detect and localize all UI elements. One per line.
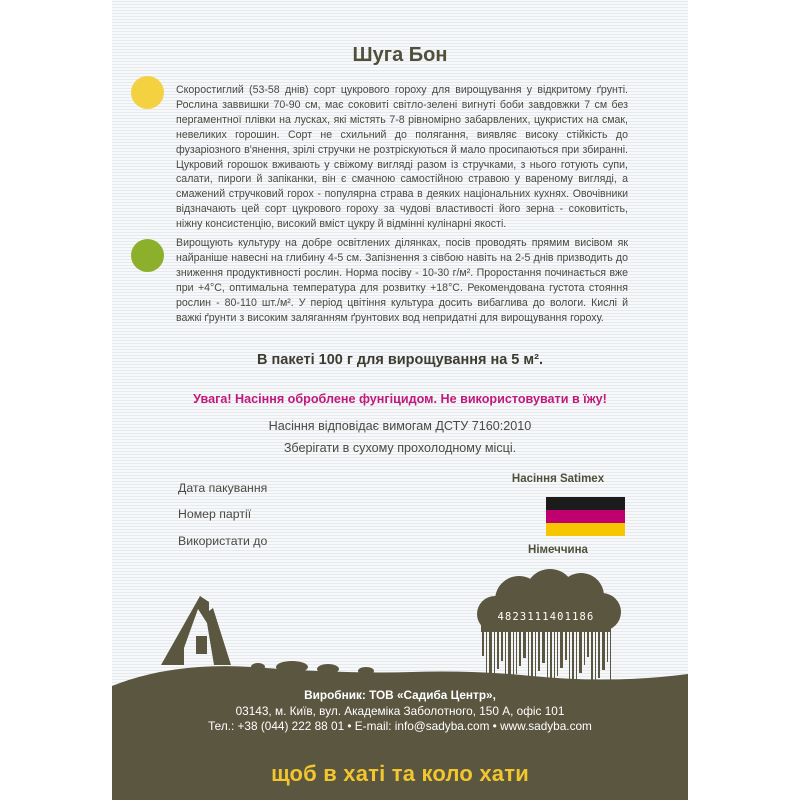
barcode-bar bbox=[554, 626, 555, 684]
barcode-bar bbox=[482, 626, 484, 656]
storage-note: Зберігати в сухому прохолодному місці. bbox=[283, 441, 517, 455]
seed-brand: Насіння Satimex bbox=[511, 473, 605, 485]
packet-amount: В пакеті 100 г для вирощування на 5 м². bbox=[257, 352, 543, 368]
barcode-bar bbox=[576, 626, 577, 681]
product-title: Шуга Бон bbox=[352, 44, 448, 66]
barcode-bar bbox=[560, 626, 563, 668]
origin-country: Німеччина bbox=[528, 544, 588, 556]
standard-compliance: Насіння відповідає вимогам ДСТУ 7160:2010 bbox=[268, 419, 532, 433]
barcode-bar bbox=[513, 626, 514, 682]
barcode-bar bbox=[535, 626, 536, 679]
barcode-bar bbox=[587, 626, 589, 657]
barcode-bar bbox=[557, 626, 558, 676]
brand-slogan: щоб в хаті та коло хати bbox=[271, 761, 529, 786]
barcode-number: 4823111401186 bbox=[497, 611, 595, 623]
barcode-bar bbox=[607, 626, 608, 662]
producer-name: Виробник: ТОВ «Садиба Центр», bbox=[304, 688, 496, 702]
cultivation-paragraph: Вирощують культуру на добре освітлених ділянках, посів проводять прямим висівом як найраніше навесні на глибину 4-5 см. Запізнення з сівбою навіть на 2-5 днів призводить до зниження продуктивності рослин. Норма посіву - 10-30 г/м². Проростання починається вже при +4°С, оптимальна температура для розвитку +18°С. Рекомендована густота стояння рослин - 80-110 шт./м². У період цвітіння культура досить вибаглива до вологи. Кислі й важкі ґрунти з високим заляганням ґрунтових вод непридатні для вирощування гороху. bbox=[176, 237, 628, 324]
barcode-bar bbox=[538, 626, 540, 671]
barcode-bar bbox=[584, 626, 585, 665]
use-by-label: Використати до bbox=[178, 534, 268, 548]
barcode-bar bbox=[579, 626, 582, 673]
barcode-bar bbox=[595, 626, 596, 686]
landscape-illustration bbox=[112, 0, 688, 800]
batch-number-label: Номер партії bbox=[178, 507, 252, 521]
barcode-bar bbox=[542, 626, 545, 663]
barcode-bar bbox=[519, 626, 521, 666]
barcode-bar bbox=[523, 626, 526, 658]
house-silhouette-icon bbox=[161, 596, 231, 665]
barcode-bar bbox=[516, 626, 517, 674]
description-paragraph: Скоростиглий (53-58 днів) сорт цукрового гороху для вирощування у відкритому ґрунті. Рослина заввишки 70-90 см, має соковиті світло-зелені вигнуті боби завдовжки 7 см без пергаментної плівки на лусках, які містять 7-8 рівномірно забарвлених, цукристих на смак, невеликих горошин. Сорт не схильний до полягання, виявляє високу стійкість до фузаріозного в'янення, зрілі стручки не розтріскуються й мало просипаються при збиранні. Цукровий горошок вживають у свіжому вигляді разом із стручками, з нього готують супи, салати, пироги й запіканки, він є смачною самостійною стравою у вареному вигляді, а смажений стручковий горох - популярна страва в деяких національних кухнях. Овочівники відзначають цей сорт цукрового гороху за чудові властивості його зерна - соковитість, ніжну консистенцію, високий вміст цукру й відмінні кулінарні якості. bbox=[176, 84, 628, 231]
seed-packet-back bbox=[112, 0, 688, 800]
packing-date-label: Дата пакування bbox=[178, 481, 268, 495]
barcode-bar bbox=[497, 626, 499, 669]
producer-info bbox=[112, 688, 688, 735]
producer-address: 03143, м. Київ, вул. Академіка Заболотного, 150 А, офіс 101 bbox=[235, 703, 565, 718]
fungicide-warning: Увага! Насіння оброблене фунгіцидом. Не використовувати в їжу! bbox=[193, 392, 607, 406]
barcode-bar bbox=[501, 626, 503, 661]
barcode-bar bbox=[598, 626, 600, 678]
barcode-bar bbox=[565, 626, 567, 660]
barcode-bar bbox=[494, 626, 495, 677]
producer-contacts: Тел.: +38 (044) 222 88 01 • E-mail: info@sadyba.com • www.sadyba.com bbox=[208, 719, 592, 733]
barcode-bar bbox=[602, 626, 605, 670]
